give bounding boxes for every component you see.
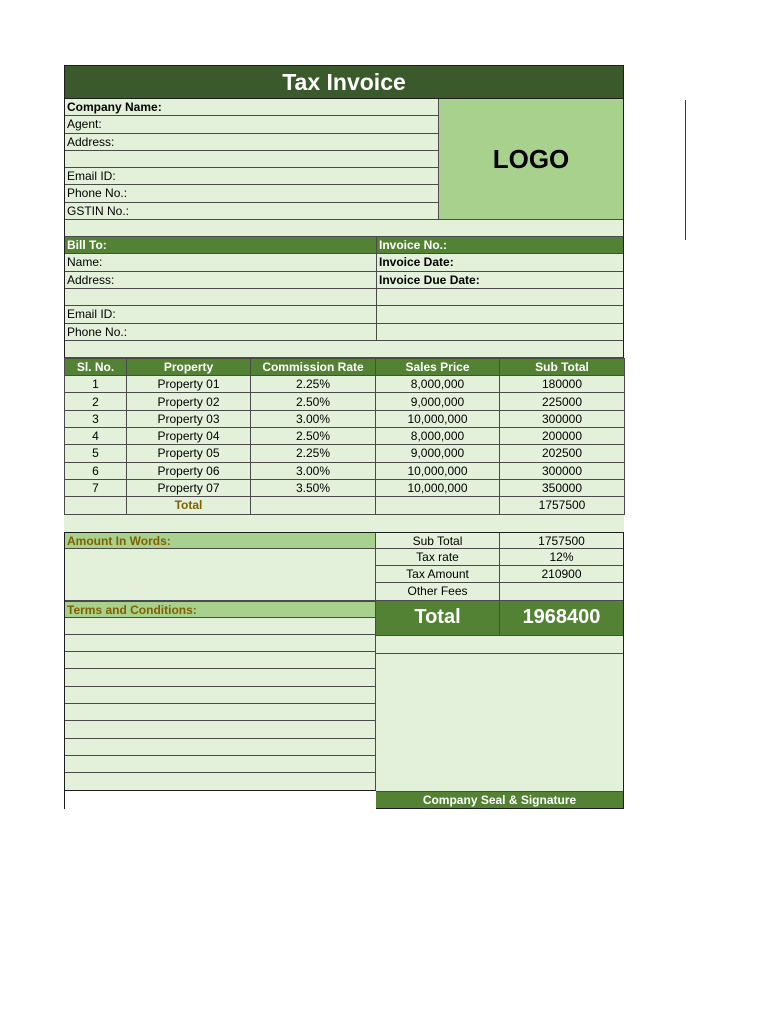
company-email-field[interactable]: Email ID: bbox=[65, 168, 438, 185]
summary-value[interactable]: 12% bbox=[549, 549, 574, 564]
items-total-value: 1757500 bbox=[500, 497, 625, 514]
cell-sales-price[interactable]: 10,000,000 bbox=[376, 410, 500, 427]
col-header-sl-no: Sl. No. bbox=[65, 358, 127, 375]
agent-field[interactable]: Agent: bbox=[65, 116, 438, 133]
invoice-due-date-field[interactable]: Invoice Due Date: bbox=[377, 272, 623, 289]
amount-in-words-label: Amount In Words: bbox=[65, 532, 376, 549]
cell-commission-rate[interactable]: 2.25% bbox=[251, 445, 376, 462]
seal-signature-area[interactable] bbox=[376, 653, 623, 792]
cell-blank bbox=[251, 497, 376, 514]
gstin-field[interactable]: GSTIN No.: bbox=[65, 203, 438, 220]
spacer-row bbox=[64, 220, 624, 237]
bill-to-header: Bill To: bbox=[65, 237, 376, 254]
words-terms-block bbox=[64, 532, 376, 809]
cell-commission-rate[interactable]: 3.00% bbox=[251, 462, 376, 479]
cell-sub-total[interactable]: 180000 bbox=[500, 376, 625, 393]
company-name-field[interactable]: Company Name: bbox=[65, 99, 438, 116]
cell-property[interactable]: Property 06 bbox=[127, 462, 251, 479]
cell-sales-price[interactable]: 8,000,000 bbox=[376, 428, 500, 445]
invoice-meta-block bbox=[377, 237, 623, 341]
col-header-commission-rate: Commission Rate bbox=[251, 358, 376, 375]
terms-label: Terms and Conditions: bbox=[65, 601, 376, 618]
invoice-date-field[interactable]: Invoice Date: bbox=[377, 254, 623, 271]
col-header-sub-total: Sub Total bbox=[500, 358, 625, 375]
summary-value: 1757500 bbox=[538, 533, 585, 548]
cell-property[interactable]: Property 07 bbox=[127, 479, 251, 496]
cell-sl-no[interactable]: 1 bbox=[65, 376, 127, 393]
items-table bbox=[64, 358, 625, 515]
grand-total-label: Total bbox=[376, 601, 500, 635]
table-row bbox=[65, 376, 625, 393]
page-break-line bbox=[685, 100, 686, 240]
col-header-property: Property bbox=[127, 358, 251, 375]
company-phone-field[interactable]: Phone No.: bbox=[65, 185, 438, 202]
summary-label: Tax rate bbox=[376, 549, 500, 565]
summary-row-other-fees bbox=[376, 583, 623, 600]
invoice-meta-blank-3[interactable] bbox=[377, 324, 623, 341]
invoice-no-field[interactable]: Invoice No.: bbox=[377, 237, 623, 254]
cell-sl-no[interactable]: 5 bbox=[65, 445, 127, 462]
cell-commission-rate[interactable]: 2.50% bbox=[251, 393, 376, 410]
cell-property[interactable]: Property 01 bbox=[127, 376, 251, 393]
cell-property[interactable]: Property 03 bbox=[127, 410, 251, 427]
bill-address-field[interactable]: Address: bbox=[65, 272, 376, 289]
invoice-meta-blank-2[interactable] bbox=[377, 306, 623, 323]
items-total-label: Total bbox=[127, 497, 251, 514]
cell-property[interactable]: Property 05 bbox=[127, 445, 251, 462]
terms-line[interactable] bbox=[65, 739, 376, 756]
cell-sales-price[interactable]: 10,000,000 bbox=[376, 462, 500, 479]
terms-line[interactable] bbox=[65, 635, 376, 652]
terms-line[interactable] bbox=[65, 687, 376, 704]
cell-sl-no[interactable]: 6 bbox=[65, 462, 127, 479]
cell-sales-price[interactable]: 10,000,000 bbox=[376, 479, 500, 496]
table-row bbox=[65, 445, 625, 462]
cell-sales-price[interactable]: 8,000,000 bbox=[376, 376, 500, 393]
cell-property[interactable]: Property 02 bbox=[127, 393, 251, 410]
summary-row-sub-total bbox=[376, 532, 623, 549]
col-header-sales-price: Sales Price bbox=[376, 358, 500, 375]
terms-line[interactable] bbox=[65, 704, 376, 721]
cell-commission-rate[interactable]: 3.50% bbox=[251, 479, 376, 496]
company-details bbox=[65, 99, 438, 220]
terms-line[interactable] bbox=[65, 669, 376, 686]
invoice-title: Tax Invoice bbox=[64, 65, 624, 99]
company-address-field[interactable]: Address: bbox=[65, 134, 438, 151]
cell-sub-total[interactable]: 300000 bbox=[500, 410, 625, 427]
table-row bbox=[65, 462, 625, 479]
summary-value: 210900 bbox=[541, 567, 582, 582]
bill-email-field[interactable]: Email ID: bbox=[65, 306, 376, 323]
grand-total-row bbox=[376, 601, 623, 636]
cell-sl-no[interactable]: 3 bbox=[65, 410, 127, 427]
cell-blank bbox=[65, 497, 127, 514]
summary-label: Tax Amount bbox=[376, 566, 500, 582]
bottom-section bbox=[64, 532, 624, 809]
terms-line[interactable] bbox=[65, 618, 376, 635]
cell-blank bbox=[376, 497, 500, 514]
terms-line[interactable] bbox=[65, 773, 376, 790]
company-address-line2[interactable] bbox=[65, 151, 438, 168]
summary-label: Sub Total bbox=[376, 533, 500, 548]
terms-line[interactable] bbox=[65, 721, 376, 738]
summary-row-tax-rate bbox=[376, 549, 623, 566]
terms-line[interactable] bbox=[65, 756, 376, 773]
logo-placeholder: LOGO bbox=[438, 99, 623, 220]
cell-sub-total[interactable]: 202500 bbox=[500, 445, 625, 462]
summary-label: Other Fees bbox=[376, 583, 500, 599]
cell-sub-total[interactable]: 350000 bbox=[500, 479, 625, 496]
cell-sl-no[interactable]: 7 bbox=[65, 479, 127, 496]
cell-sub-total[interactable]: 300000 bbox=[500, 462, 625, 479]
grand-total-value: 1968400 bbox=[522, 606, 601, 629]
cell-property[interactable]: Property 04 bbox=[127, 428, 251, 445]
cell-sl-no[interactable]: 2 bbox=[65, 393, 127, 410]
items-total-row bbox=[65, 497, 625, 514]
spacer-row bbox=[64, 515, 624, 532]
cell-commission-rate[interactable]: 2.25% bbox=[251, 376, 376, 393]
cell-commission-rate[interactable]: 3.00% bbox=[251, 410, 376, 427]
summary-row-tax-amount bbox=[376, 566, 623, 583]
billing-section bbox=[64, 237, 624, 341]
cell-commission-rate[interactable]: 2.50% bbox=[251, 428, 376, 445]
terms-line[interactable] bbox=[65, 652, 376, 669]
cell-sl-no[interactable]: 4 bbox=[65, 428, 127, 445]
bill-name-field[interactable]: Name: bbox=[65, 254, 376, 271]
bill-address-line2[interactable] bbox=[65, 289, 376, 306]
bill-phone-field[interactable]: Phone No.: bbox=[65, 324, 376, 341]
cell-sales-price[interactable]: 9,000,000 bbox=[376, 393, 500, 410]
summary-block bbox=[376, 532, 624, 809]
summary-value[interactable] bbox=[500, 583, 623, 599]
table-row bbox=[65, 393, 625, 410]
invoice-sheet bbox=[64, 65, 624, 809]
seal-signature-label: Company Seal & Signature bbox=[376, 792, 623, 809]
spacer-row bbox=[376, 636, 623, 653]
table-row bbox=[65, 479, 625, 496]
company-section bbox=[64, 99, 624, 220]
bill-to-block bbox=[65, 237, 377, 341]
cell-sub-total[interactable]: 225000 bbox=[500, 393, 625, 410]
cell-sales-price[interactable]: 9,000,000 bbox=[376, 445, 500, 462]
items-header-row bbox=[65, 358, 625, 375]
table-row bbox=[65, 410, 625, 427]
amount-in-words-field[interactable] bbox=[65, 549, 376, 601]
table-row bbox=[65, 428, 625, 445]
invoice-meta-blank-1[interactable] bbox=[377, 289, 623, 306]
cell-sub-total[interactable]: 200000 bbox=[500, 428, 625, 445]
spacer-row bbox=[64, 341, 624, 358]
